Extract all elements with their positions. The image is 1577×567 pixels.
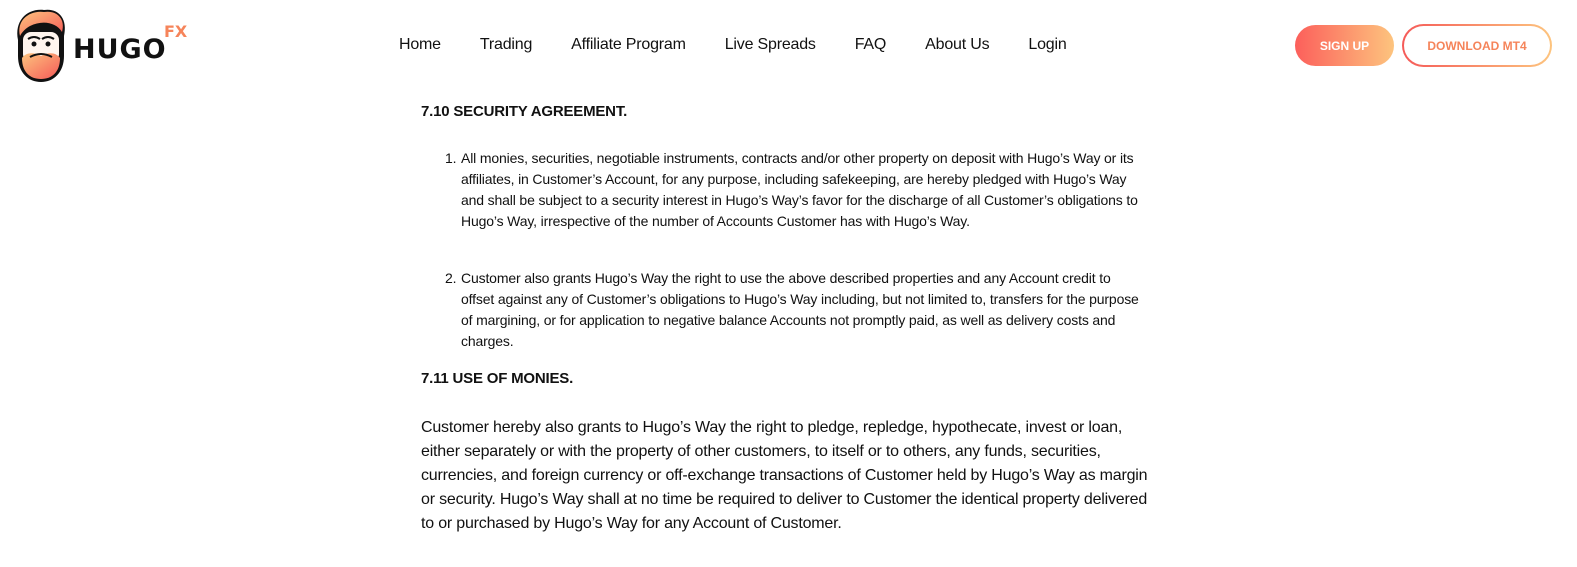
section-heading-7-10: 7.10 SECURITY AGREEMENT. <box>421 103 628 120</box>
list-item-number: 1. <box>445 150 457 166</box>
signup-button[interactable]: SIGN UP <box>1295 25 1394 66</box>
nav-trading[interactable]: Trading <box>479 36 533 53</box>
nav-login[interactable]: Login <box>1028 36 1067 53</box>
logo[interactable] <box>12 6 192 84</box>
section-heading-7-11: 7.11 USE OF MONIES. <box>421 370 574 387</box>
download-mt4-button[interactable] <box>1402 24 1552 67</box>
list-item-text: All monies, securities, negotiable instruments, contracts and/or other property on deposit with Hugo’s Way or its affiliates, in Customer’s Account, for any purpose, including safekeeping, are hereby pledged with Hugo’s Way and shall be subject to a security interest in Hugo’s Way’s favor for the discharge of all Customer’s obligations to Hugo’s Way, irrespective of the number of Accounts Customer has with Hugo’s Way. <box>461 150 1138 229</box>
security-agreement-list-2 <box>445 268 1145 352</box>
logo-fx: FX <box>164 22 188 41</box>
nav-live-spreads[interactable]: Live Spreads <box>724 36 816 53</box>
nav-about-us[interactable]: About Us <box>925 36 990 53</box>
nav-faq[interactable]: FAQ <box>854 36 887 53</box>
security-agreement-list <box>445 148 1145 232</box>
nav-home[interactable]: Home <box>399 36 441 53</box>
use-of-monies-paragraph: Customer hereby also grants to Hugo’s Way the right to pledge, repledge, hypothecate, invest or loan, either separately or with the property of other customers, to itself or to others, any funds, securities, currencies, and foreign currency or off-exchange transactions of Customer held by Hugo’s Way as margin or security. Hugo’s Way shall at no time be required to deliver to Customer the identical property delivered to or purchased by Hugo’s Way for any Account of Customer. <box>421 419 1148 532</box>
logo-text: HUGO <box>73 34 167 65</box>
list-item <box>445 148 1145 232</box>
hugo-face-icon <box>12 6 70 84</box>
main-nav <box>399 36 1106 54</box>
list-item-text: Customer also grants Hugo’s Way the right to use the above described properties and any Account credit to offset against any of Customer’s obligations to Hugo’s Way including, but not limited to, transfers for the purpose of margining, or for application to negative balance Accounts not promptly paid, as well as delivery costs and charges. <box>461 270 1139 349</box>
nav-affiliate-program[interactable]: Affiliate Program <box>571 36 686 53</box>
site-header <box>0 0 1577 92</box>
download-mt4-label: DOWNLOAD MT4 <box>1404 26 1550 65</box>
list-item-number: 2. <box>445 270 457 286</box>
list-item <box>445 268 1145 352</box>
